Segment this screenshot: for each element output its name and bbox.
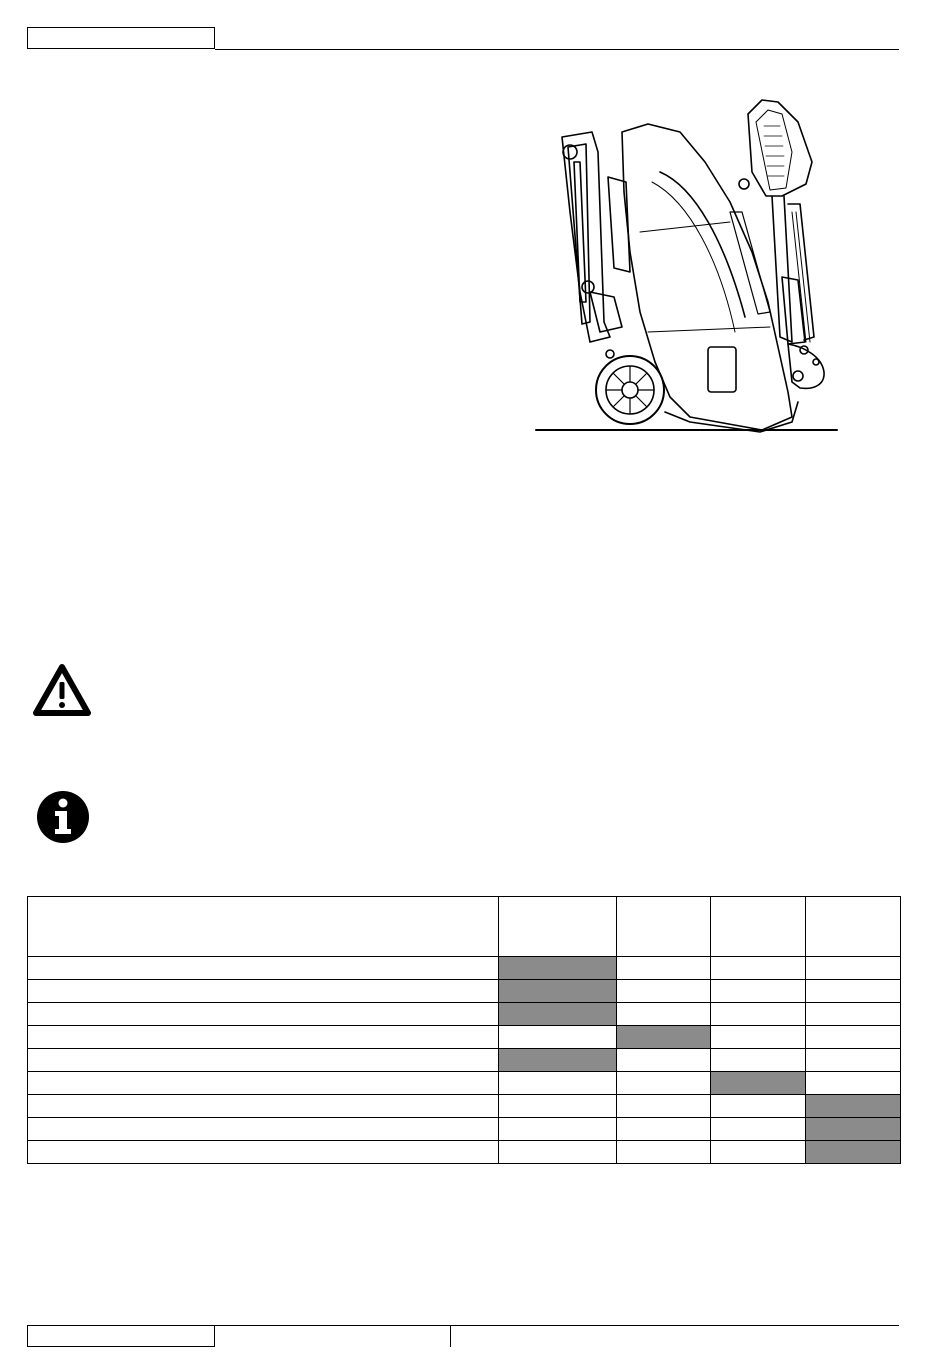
interval-mark-empty bbox=[806, 1072, 901, 1095]
interval-mark-empty bbox=[806, 1003, 901, 1026]
table-row-label bbox=[28, 1141, 499, 1164]
interval-mark-filled bbox=[806, 1141, 901, 1164]
interval-mark-empty bbox=[711, 980, 806, 1003]
table-row-label bbox=[28, 1026, 499, 1049]
maintenance-table bbox=[27, 896, 901, 1164]
info-icon bbox=[36, 790, 90, 844]
interval-mark-empty bbox=[711, 1141, 806, 1164]
table-header-cell bbox=[617, 897, 711, 957]
table-row-label bbox=[28, 1095, 499, 1118]
warning-notice bbox=[32, 662, 92, 718]
interval-mark-empty bbox=[711, 1049, 806, 1072]
table-row-label bbox=[28, 1003, 499, 1026]
table-row bbox=[28, 1141, 901, 1164]
interval-mark-empty bbox=[617, 1095, 711, 1118]
interval-mark-empty bbox=[806, 980, 901, 1003]
interval-mark-empty bbox=[617, 957, 711, 980]
table-row bbox=[28, 1049, 901, 1072]
interval-mark-empty bbox=[711, 957, 806, 980]
maintenance-table-wrap bbox=[27, 896, 900, 1164]
table-row-label bbox=[28, 980, 499, 1003]
interval-mark-filled bbox=[499, 1003, 617, 1026]
interval-mark-empty bbox=[711, 1003, 806, 1026]
interval-mark-empty bbox=[617, 1072, 711, 1095]
table-header-cell bbox=[499, 897, 617, 957]
table-row bbox=[28, 1003, 901, 1026]
interval-mark-empty bbox=[711, 1095, 806, 1118]
interval-mark-empty bbox=[499, 1095, 617, 1118]
header-rule bbox=[215, 49, 899, 50]
interval-mark-filled bbox=[806, 1118, 901, 1141]
table-row-label bbox=[28, 1072, 499, 1095]
table-row bbox=[28, 1118, 901, 1141]
table-body bbox=[28, 957, 901, 1164]
footer-divider bbox=[450, 1325, 451, 1347]
interval-mark-empty bbox=[617, 1118, 711, 1141]
interval-mark-empty bbox=[806, 1049, 901, 1072]
header-box bbox=[27, 27, 215, 49]
table-header-cell bbox=[711, 897, 806, 957]
interval-mark-empty bbox=[617, 1003, 711, 1026]
interval-mark-empty bbox=[711, 1026, 806, 1049]
interval-mark-empty bbox=[617, 1049, 711, 1072]
interval-mark-empty bbox=[617, 1141, 711, 1164]
interval-mark-filled bbox=[711, 1072, 806, 1095]
table-row-label bbox=[28, 1118, 499, 1141]
table-row bbox=[28, 957, 901, 980]
table-row-label bbox=[28, 957, 499, 980]
table-row bbox=[28, 1095, 901, 1118]
interval-mark-empty bbox=[806, 957, 901, 980]
warning-triangle-icon bbox=[32, 662, 92, 718]
interval-mark-empty bbox=[617, 980, 711, 1003]
interval-mark-empty bbox=[499, 1026, 617, 1049]
table-header-cell bbox=[28, 897, 499, 957]
table-row bbox=[28, 1072, 901, 1095]
interval-mark-empty bbox=[499, 1072, 617, 1095]
table-row bbox=[28, 980, 901, 1003]
folded-floor-scrubber-illustration bbox=[530, 92, 845, 437]
info-notice bbox=[36, 790, 90, 844]
interval-mark-empty bbox=[806, 1026, 901, 1049]
footer-box bbox=[27, 1325, 215, 1347]
interval-mark-empty bbox=[499, 1118, 617, 1141]
table-row-label bbox=[28, 1049, 499, 1072]
table-row bbox=[28, 1026, 901, 1049]
interval-mark-empty bbox=[711, 1118, 806, 1141]
footer-rule bbox=[215, 1325, 899, 1326]
interval-mark-filled bbox=[617, 1026, 711, 1049]
table-header-cell bbox=[806, 897, 901, 957]
interval-mark-filled bbox=[499, 957, 617, 980]
interval-mark-filled bbox=[499, 1049, 617, 1072]
table-header-row bbox=[28, 897, 901, 957]
interval-mark-empty bbox=[499, 1141, 617, 1164]
interval-mark-filled bbox=[806, 1095, 901, 1118]
interval-mark-filled bbox=[499, 980, 617, 1003]
